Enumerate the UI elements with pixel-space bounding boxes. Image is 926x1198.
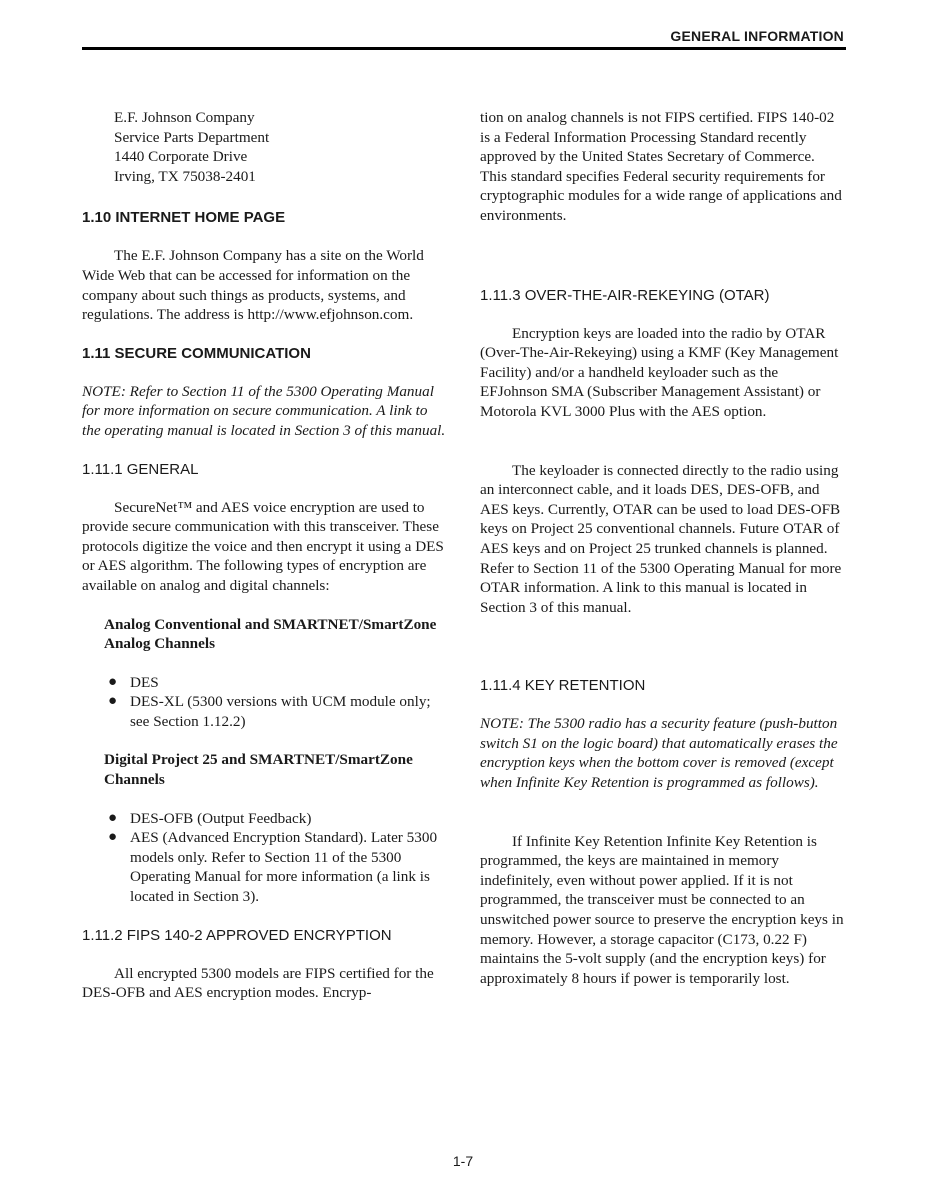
analog-channels-heading: Analog Conventional and SMARTNET/SmartZone Analog Channels — [104, 615, 437, 653]
section-1-11-3-heading: 1.11.3 OVER-THE-AIR-REKEYING (OTAR) — [480, 286, 770, 304]
page-number: 1-7 — [452, 1153, 474, 1169]
address-line: Irving, TX 75038-2401 — [114, 167, 256, 185]
section-1-11-note: NOTE: Refer to Section 11 of the 5300 Operating Manual for more information on secure communication. A link to the operating manual is located in Section 3 of this manual. — [82, 382, 446, 439]
list-item-text: DES — [130, 673, 159, 691]
header-rule — [82, 47, 846, 50]
bullet-icon: ● — [108, 693, 118, 710]
section-1-11-2-continued: tion on analog channels is not FIPS certified. FIPS 140-02 is a Federal Information Processing Standard recently approved by the United States Secretary of Commerce. This standard specifies Federal security requirements for cryptographic modules for a wide range of applications and environments. — [480, 109, 842, 224]
right-column — [480, 108, 844, 988]
list-item — [82, 809, 446, 829]
section-1-11-4-heading: 1.11.4 KEY RETENTION — [480, 677, 646, 695]
section-1-11-1-heading: 1.11.1 GENERAL — [82, 460, 199, 478]
section-1-10-body: The E.F. Johnson Company has a site on the World Wide Web that can be accessed for information on the company about such things as products, systems, and regulations. The address is http://www.efjohnson.com. — [82, 247, 424, 324]
bullet-icon: ● — [108, 809, 118, 826]
list-item-text: DES-OFB (Output Feedback) — [130, 809, 312, 827]
section-1-11-1-body: SecureNet™ and AES voice encryption are used to provide secure communication with this transceiver. These protocols digitize the voice and then encrypt it using a DES or AES algorithm. The following types of encryption are available on analog and digital channels: — [82, 498, 444, 594]
analog-encryption-list — [82, 673, 446, 732]
left-column — [82, 108, 446, 1003]
address-line: Service Parts Department — [114, 128, 270, 146]
running-header-title: GENERAL INFORMATION — [670, 28, 844, 44]
section-1-11-2-body: All encrypted 5300 models are FIPS certified for the DES-OFB and AES encryption modes. Encryp- — [82, 964, 434, 1002]
list-item-text: AES (Advanced Encryption Standard). Later 5300 models only. Refer to Section 11 of the 5300 Operating Manual for more information (a link is located in Section 3). — [130, 829, 438, 906]
section-1-11-3-paragraph-1: Encryption keys are loaded into the radio by OTAR (Over-The-Air-Rekeying) using a KMF (Key Management Facility) and/or a handheld keyloader such as the EFJohnson SMA (Subscriber Management Assistant) or Motorola KVL 3000 Plus with the AES option. — [480, 324, 839, 420]
digital-encryption-list — [82, 809, 446, 907]
section-1-11-4-note: NOTE: The 5300 radio has a security feature (push-button switch S1 on the logic board) that automatically erases the encryption keys when the bottom cover is removed (except when Infinite Key Retention is programmed as follows). — [480, 715, 838, 792]
list-item — [82, 673, 446, 693]
section-1-11-3-paragraph-2: The keyloader is connected directly to the radio using an interconnect cable, and it loads DES, DES-OFB, and AES keys. Currently, OTAR can be used to load DES-OFB keys on Project 25 conventional channels. Future OTAR of AES keys and on Project 25 trunked channels is planned. Refer to Section 11 of the 5300 Operating Manual for more OTAR information. A link to this manual is located in Section 3 of this manual. — [480, 461, 842, 616]
list-item-text: DES-XL (5300 versions with UCM module only; see Section 1.12.2) — [130, 693, 431, 730]
bullet-icon: ● — [108, 829, 118, 846]
digital-channels-heading: Digital Project 25 and SMARTNET/SmartZone Channels — [104, 751, 413, 789]
list-item — [82, 692, 446, 731]
bullet-icon: ● — [108, 673, 118, 690]
address-line: 1440 Corporate Drive — [114, 148, 248, 166]
list-item — [82, 828, 446, 906]
address-line: E.F. Johnson Company — [114, 109, 255, 126]
section-1-11-heading: 1.11 SECURE COMMUNICATION — [82, 344, 311, 362]
company-address — [82, 108, 446, 186]
section-1-10-heading: 1.10 INTERNET HOME PAGE — [82, 209, 286, 227]
section-1-11-2-heading: 1.11.2 FIPS 140-2 APPROVED ENCRYPTION — [82, 926, 392, 944]
section-1-11-4-body: If Infinite Key Retention Infinite Key Retention is programmed, the keys are maintained in memory indefinitely, even without power applied. If it is not programmed, the transceiver must be connected to an unswitched power source to preserve the encryption keys in memory. However, a storage capacitor (C173, 0.22 F) maintains the 5-volt supply (and the encryption keys) for approximately 8 hours if power is temporarily lost. — [480, 832, 844, 987]
